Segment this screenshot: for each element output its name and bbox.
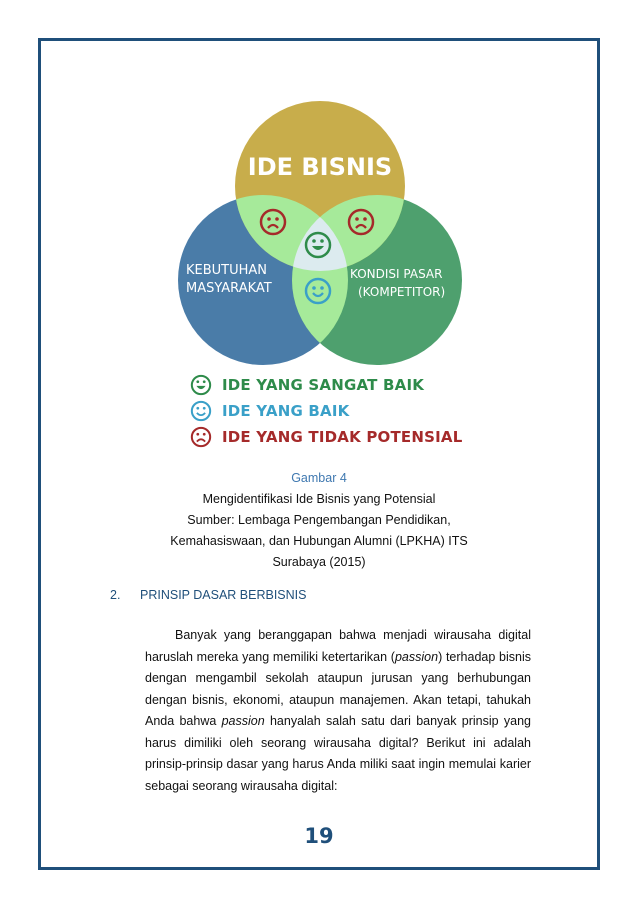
sad-face-icon <box>190 426 212 448</box>
legend-item-sangat-baik <box>190 372 462 398</box>
very-happy-face-icon <box>190 374 212 396</box>
label-masyarakat: MASYARAKAT <box>186 281 272 296</box>
figure-title: Mengidentifikasi Ide Bisnis yang Potensial <box>202 492 436 506</box>
happy-face-icon <box>190 400 212 422</box>
label-kompetitor: (KOMPETITOR) <box>358 285 446 299</box>
figure-source-line: Surabaya (2015) <box>272 555 366 569</box>
label-kebutuhan: KEBUTUHAN <box>186 263 268 278</box>
legend <box>190 372 462 450</box>
paragraph-text: hanyalah salah satu dari banyak prinsip yang harus dimiliki oleh seorang wirausaha digital? Berikut ini adalah prinsip-prinsip dasar yang harus Anda miliki saat ingin memulai karier sebagai seorang wirausaha digital: <box>145 714 531 793</box>
legend-item-baik <box>190 398 462 424</box>
page-number: 19 <box>304 824 334 848</box>
figure-source-line: Sumber: Lembaga Pengembangan Pendidikan, <box>187 513 451 527</box>
paragraph-emphasis: passion <box>221 714 265 728</box>
body-paragraph <box>145 625 531 797</box>
section-title: PRINSIP DASAR BERBISNIS <box>140 588 307 602</box>
paragraph-emphasis: passion <box>394 649 439 664</box>
legend-item-tidak-potensial <box>190 424 462 450</box>
label-kondisi-pasar: KONDISI PASAR <box>350 267 443 281</box>
legend-label: IDE YANG TIDAK POTENSIAL <box>222 428 463 446</box>
legend-label: IDE YANG SANGAT BAIK <box>222 376 425 394</box>
figure-number: Gambar 4 <box>291 471 347 485</box>
section-heading <box>110 588 307 602</box>
figure-caption <box>0 468 638 573</box>
paragraph-text: Banyak yang beranggapan bahwa menjadi wirausaha digital haruslah mereka yang memiliki ketertarikan ( <box>145 628 531 664</box>
paragraph-text: ) terhadap bisnis dengan mengambil sekolah ataupun jurusan yang berhubungan dengan bisnis, ekonomi, ataupun manajemen. Akan tetapi, tahukah Anda bahwa <box>145 649 531 728</box>
section-number: 2. <box>110 588 121 602</box>
label-ide-bisnis: IDE BISNIS <box>247 153 393 181</box>
figure-source-line: Kemahasiswaan, dan Hubungan Alumni (LPKHA) ITS <box>170 534 468 548</box>
legend-label: IDE YANG BAIK <box>222 402 350 420</box>
venn-diagram <box>170 98 470 368</box>
